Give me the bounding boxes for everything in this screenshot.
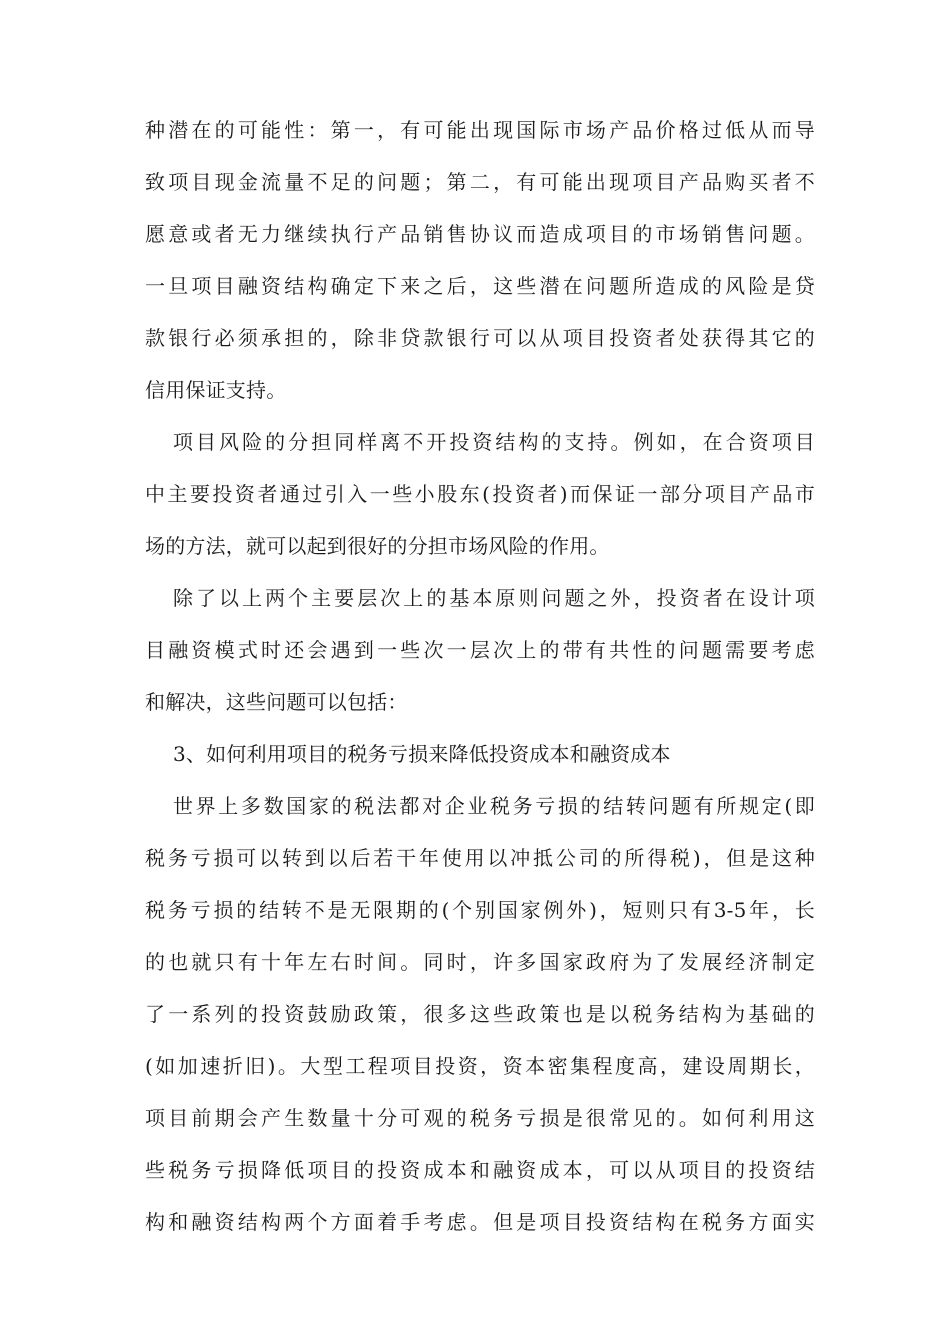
text-line: 项目风险的分担同样离不开投资结构的支持。例如，在合资项目 — [173, 430, 815, 454]
text-line: 场的方法，就可以起到很好的分担市场风险的作用。 — [145, 534, 610, 558]
text-line: 款银行必须承担的，除非贷款银行可以从项目投资者处获得其它的 — [145, 326, 815, 350]
text-line: 些税务亏损降低项目的投资成本和融资成本，可以从项目的投资结 — [145, 1158, 815, 1182]
text-line: 和解决，这些问题可以包括： — [145, 690, 408, 714]
text-line: 中主要投资者通过引入一些小股东(投资者)而保证一部分项目产品市 — [145, 482, 815, 506]
text-line: 信用保证支持。 — [145, 378, 287, 402]
text-line: 税务亏损的结转不是无限期的(个别国家例外)，短则只有3-5年，长 — [145, 898, 815, 922]
text-line: (如加速折旧)。大型工程项目投资，资本密集程度高，建设周期长， — [145, 1054, 815, 1078]
text-line: 种潜在的可能性：第一，有可能出现国际市场产品价格过低从而导 — [145, 118, 815, 142]
text-line: 致项目现金流量不足的问题；第二，有可能出现项目产品购买者不 — [145, 170, 815, 194]
section-heading: 3、如何利用项目的税务亏损来降低投资成本和融资成本 — [173, 742, 671, 766]
text-line: 项目前期会产生数量十分可观的税务亏损是很常见的。如何利用这 — [145, 1106, 815, 1130]
text-line: 愿意或者无力继续执行产品销售协议而造成项目的市场销售问题。 — [145, 222, 815, 246]
text-line: 的也就只有十年左右时间。同时，许多国家政府为了发展经济制定 — [145, 950, 815, 974]
text-line: 税务亏损可以转到以后若干年使用以冲抵公司的所得税)，但是这种 — [145, 846, 815, 870]
text-line: 一旦项目融资结构确定下来之后，这些潜在问题所造成的风险是贷 — [145, 274, 815, 298]
text-line: 了一系列的投资鼓励政策，很多这些政策也是以税务结构为基础的 — [145, 1002, 815, 1026]
text-line: 目融资模式时还会遇到一些次一层次上的带有共性的问题需要考虑 — [145, 638, 815, 662]
text-line: 除了以上两个主要层次上的基本原则问题之外，投资者在设计项 — [173, 586, 815, 610]
text-line: 构和融资结构两个方面着手考虑。但是项目投资结构在税务方面实 — [145, 1210, 815, 1234]
text-line: 世界上多数国家的税法都对企业税务亏损的结转问题有所规定(即 — [173, 794, 815, 818]
